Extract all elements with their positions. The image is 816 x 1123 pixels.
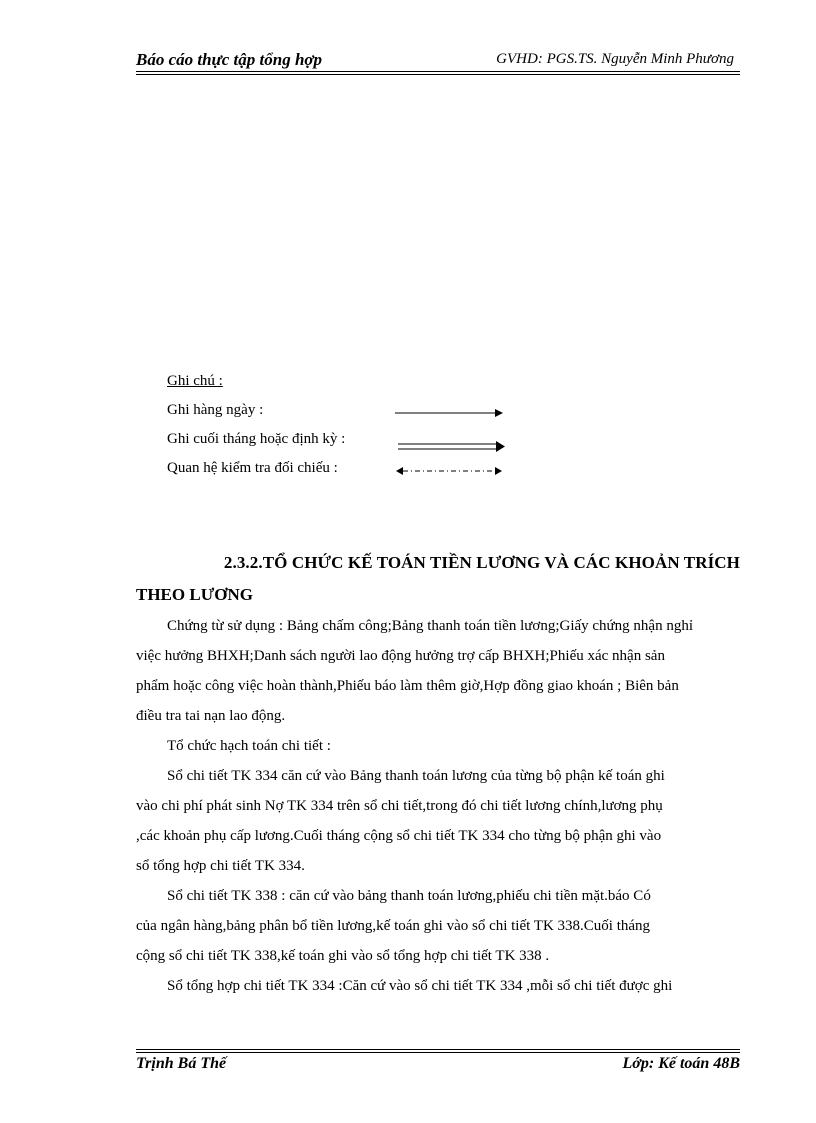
text-line: Tổ chức hạch toán chi tiết : (167, 738, 331, 754)
text-line: vào chi phí phát sinh Nợ TK 334 trên sổ chi tiết,trong đó chi tiết lương chính,lương phụ (136, 798, 663, 814)
header-divider-thin (136, 74, 740, 75)
double-arrow-icon (395, 439, 507, 455)
text-line: việc hưởng BHXH;Danh sách người lao động hưởng trợ cấp BHXH;Phiếu xác nhận sản (136, 648, 665, 664)
legend (167, 373, 527, 489)
legend-label-daily: Ghi hàng ngày : (167, 402, 264, 418)
text-line: của ngân hàng,bảng phân bổ tiền lương,kế toán ghi vào sổ chi tiết TK 338.Cuối tháng (136, 918, 651, 934)
text-line: Sổ chi tiết TK 338 : căn cứ vào bảng thanh toán lương,phiếu chi tiền mặt.báo Có (167, 888, 651, 904)
supervisor-name: GVHD: PGS.TS. Nguyễn Minh Phương (496, 51, 734, 67)
paragraph-tk338 (136, 881, 740, 971)
legend-item-monthly (167, 431, 527, 460)
legend-title: Ghi chú : (167, 373, 223, 389)
text-line: sổ tổng hợp chi tiết TK 334. (136, 858, 305, 874)
legend-label-monthly: Ghi cuối tháng hoặc định kỳ : (167, 431, 346, 447)
dashed-double-headed-arrow-icon (395, 464, 505, 478)
section-heading: 2.3.2.TỔ CHỨC KẾ TOÁN TIỀN LƯƠNG VÀ CÁC KHOẢN TRÍCH (223, 553, 740, 572)
paragraph-detail-accounting (136, 731, 740, 761)
header-divider (136, 71, 740, 72)
page-header (136, 50, 740, 72)
paragraph-tk334 (136, 761, 740, 881)
page-footer (136, 1055, 740, 1077)
paragraph-documents-used (136, 611, 740, 731)
text-line: ,các khoản phụ cấp lương.Cuối tháng cộng sổ chi tiết TK 334 cho từng bộ phận ghi vào (136, 828, 662, 844)
author-name: Trịnh Bá Thế (136, 1055, 227, 1072)
text-line: phẩm hoặc công việc hoàn thành,Phiếu báo làm thêm giờ,Hợp đồng giao khoán ; Biên bản (136, 678, 679, 694)
legend-label-crosscheck: Quan hệ kiểm tra đối chiếu : (167, 460, 338, 476)
legend-title-row (167, 373, 527, 402)
single-arrow-icon (395, 406, 505, 420)
text-line: cộng sổ chi tiết TK 338,kế toán ghi vào sổ tổng hợp chi tiết TK 338 . (136, 948, 550, 964)
legend-item-daily (167, 402, 527, 431)
class-name: Lớp: Kế toán 48B (622, 1055, 740, 1072)
footer-divider (136, 1049, 740, 1050)
legend-item-crosscheck (167, 460, 527, 489)
report-title: Báo cáo thực tập tổng hợp (136, 50, 323, 69)
section-heading-continued: THEO LƯƠNG (136, 585, 253, 604)
text-line: Sổ tổng hợp chi tiết TK 334 :Căn cứ vào sổ chi tiết TK 334 ,mỗi sổ chi tiết được ghi (167, 978, 673, 994)
text-line: Sổ chi tiết TK 334 căn cứ vào Bảng thanh toán lương của từng bộ phận kế toán ghi (167, 768, 665, 784)
footer-divider-thin (136, 1052, 740, 1053)
text-line: Chứng từ sử dụng : Bảng chấm công;Bảng thanh toán tiền lương;Giấy chứng nhận nghỉ (167, 618, 694, 634)
paragraph-summary-tk334 (136, 971, 740, 1001)
text-line: điều tra tai nạn lao động. (136, 708, 286, 724)
